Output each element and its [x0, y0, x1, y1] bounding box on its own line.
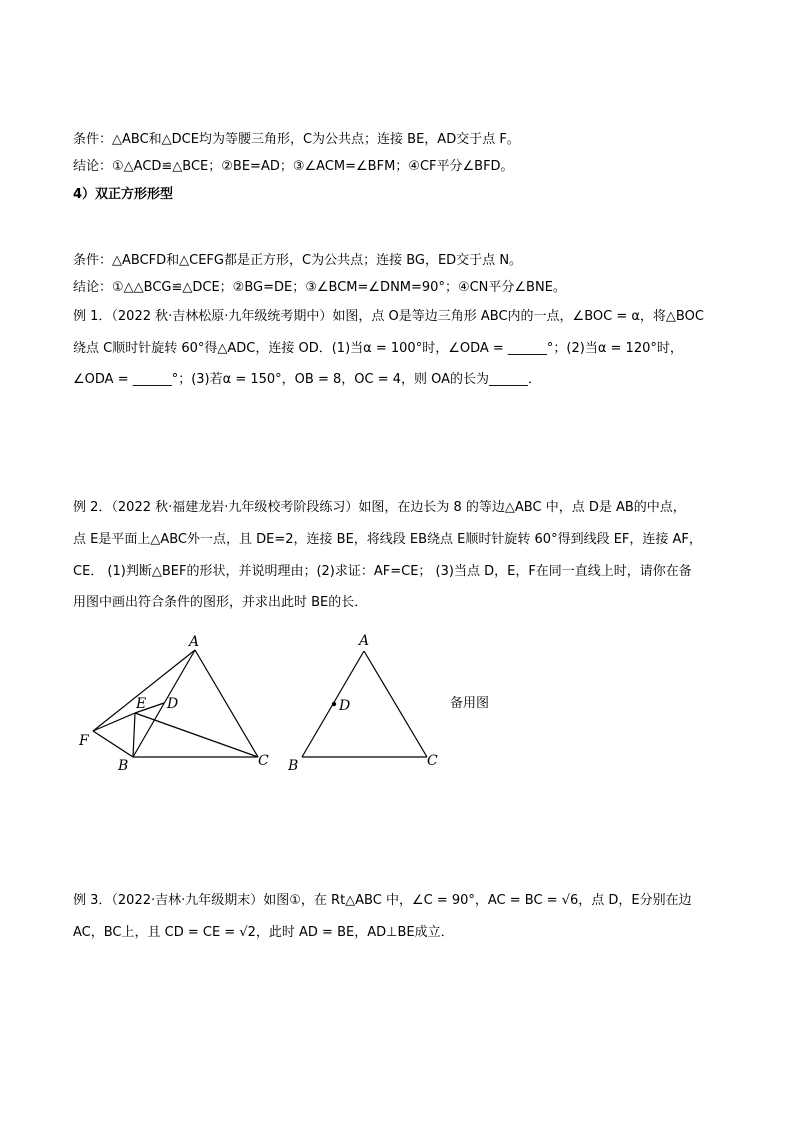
edge-ac [195, 650, 258, 757]
example-2-figure [75, 630, 275, 780]
label-c: C [258, 753, 269, 769]
spare-edge-ac [364, 651, 427, 757]
sec4-condition: 条件：△ABCFD和△CEFG都是正方形，C为公共点；连接 BG，ED交于点 N。 [73, 253, 523, 268]
label-e: E [136, 696, 147, 712]
example-3-line-2: AC，BC上，且 CD = CE = √2，此时 AD = BE，AD⊥BE成立． [73, 925, 454, 940]
spare-label-c: C [427, 753, 438, 769]
sec3-conclusion: 结论：①△ACD≌△BCE；②BE=AD；③∠ACM=∠BFM；④CF平分∠BFD。 [73, 159, 514, 174]
example-2-line-2: 点 E是平面上△ABC外一点，且 DE=2，连接 BE，将线段 EB绕点 E顺时针旋转 60°得到线段 EF，连接 AF， [73, 532, 702, 547]
sec4-conclusion: 结论：①△△BCG≌△DCE；②BG=DE；③∠BCM=∠DNM=90°；④CN平分∠BNE。 [73, 280, 566, 295]
segment-fa [93, 650, 195, 731]
label-a: A [189, 634, 200, 650]
spare-label-b: B [288, 758, 299, 774]
example-1-line-1: 例 1．（2022 秋·吉林松原·九年级统考期中）如图，点 O是等边三角形 ABC内的一点，∠BOC = α，将△BOC [73, 309, 704, 324]
spare-label-a: A [359, 633, 370, 649]
example-3-line-1: 例 3．（2022·吉林·九年级期末）如图①，在 Rt△ABC 中，∠C = 90°，AC = BC = √6，点 D，E分别在边 [73, 893, 692, 908]
segment-fe [93, 713, 135, 731]
segment-ec [135, 713, 258, 757]
example-2-line-3: CE． (1)判断△BEF的形状，并说明理由；(2)求证：AF=CE； (3)当点 D，E，F在同一直线上时，请你在备 [73, 564, 692, 579]
example-2-line-4: 用图中画出符合条件的图形，并求出此时 BE的长． [73, 595, 368, 610]
example-1-line-3: ∠ODA = ______°；(3)若α = 150°，OB = 8，OC = 4，则 OA的长为______． [73, 372, 542, 387]
label-f: F [79, 733, 89, 749]
segment-eb [133, 713, 135, 757]
sec3-condition: 条件：△ABC和△DCE均为等腰三角形，C为公共点；连接 BE，AD交于点 F。 [73, 132, 520, 147]
example-1-line-2: 绕点 C顺时针旋转 60°得△ADC，连接 OD．(1)当α = 100°时，∠ODA = ______°；(2)当α = 120°时， [73, 341, 683, 356]
spare-label-d: D [339, 698, 351, 714]
sec4-heading: 4）双正方形形型 [73, 187, 174, 202]
spare-figure-caption: 备用图 [450, 696, 490, 711]
segment-fb [93, 731, 133, 757]
point-d-dot [332, 702, 336, 706]
example-2-line-1: 例 2．（2022 秋·福建龙岩·九年级校考阶段练习）如图，在边长为 8 的等边△ABC 中，点 D是 AB的中点， [73, 500, 686, 515]
example-2-spare-figure [285, 630, 445, 780]
label-b: B [118, 758, 129, 774]
label-d: D [167, 696, 179, 712]
